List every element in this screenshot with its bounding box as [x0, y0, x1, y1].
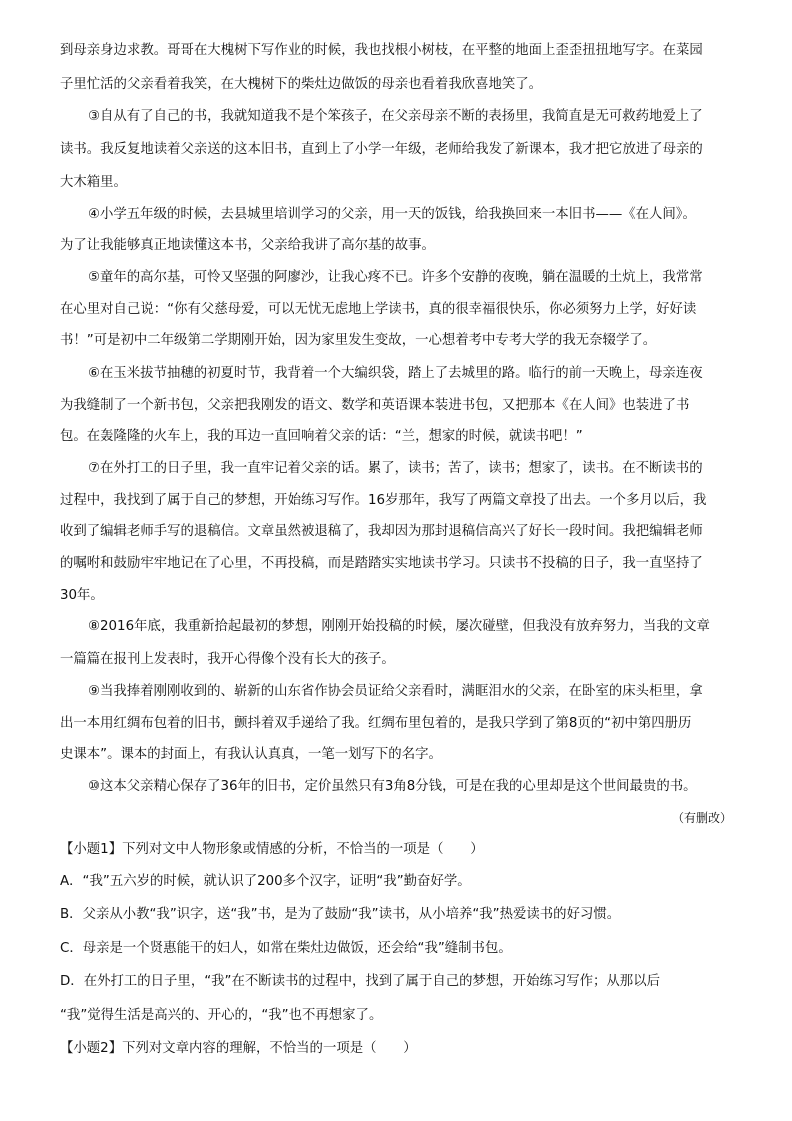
- passage-line: 大木箱里。: [60, 175, 127, 190]
- question-2-stem: 【小题2】下列对文章内容的理解，不恰当的一项是（ ）: [60, 1041, 417, 1056]
- paragraph-9-line: ⑨当我捧着刚刚收到的、崭新的山东省作协会员证给父亲看时，满眶泪水的父亲，在卧室的床头柜里，拿: [88, 684, 703, 699]
- passage-line: 读书。我反复地读着父亲送的这本旧书，直到上了小学一年级，老师给我发了新课本，我才把它放进了母亲的: [60, 142, 703, 157]
- paragraph-4-line: ④小学五年级的时候，去县城里培训学习的父亲，用一天的饭钱，给我换回来一本旧书——《在人间》。: [88, 207, 696, 222]
- paragraph-7-line: ⑦在外打工的日子里，我一直牢记着父亲的话。累了，读书；苦了，读书；想家了，读书。在不断读书的: [88, 461, 703, 476]
- question-1-option-a: A．“我”五六岁的时候，就认识了200多个汉字，证明“我”勤奋好学。: [60, 874, 471, 889]
- passage-line: 过程中，我找到了属于自己的梦想，开始练习写作。16岁那年，我写了两篇文章投了出去。一个多月以后，我: [60, 493, 707, 508]
- passage-line: 为了让我能够真正地读懂这本书，父亲给我讲了高尔基的故事。: [60, 238, 435, 253]
- passage-line: 到母亲身边求教。哥哥在大槐树下写作业的时候，我也找根小树枝，在平整的地面上歪歪扭扭地写字。在菜园: [60, 43, 703, 58]
- passage-line: 30年。: [60, 588, 104, 603]
- source-note: （有删改）: [671, 811, 732, 825]
- passage-line: 的嘱咐和鼓励牢牢地记在了心里，不再投稿，而是踏踏实实地读书学习。只读书不投稿的日子，我一直坚持了: [60, 556, 703, 571]
- question-1-stem: 【小题1】下列对文中人物形象或情感的分析，不恰当的一项是（ ）: [60, 842, 484, 857]
- passage-line: 一篇篇在报刊上发表时，我开心得像个没有长大的孩子。: [60, 652, 395, 667]
- passage-line: 出一本用红绸布包着的旧书，颤抖着双手递给了我。红绸布里包着的，是我只学到了第8页的“初中第四册历: [60, 716, 692, 731]
- paragraph-5-line: ⑤童年的高尔基，可怜又坚强的阿廖沙，让我心疼不已。许多个安静的夜晚，躺在温暖的土炕上，我常常: [88, 270, 703, 285]
- passage-line: 包。在轰隆隆的火车上，我的耳边一直回响着父亲的话：“兰，想家的时候，就读书吧！”: [60, 429, 583, 444]
- passage-line: 在心里对自己说：“你有父慈母爱，可以无忧无虑地上学读书，真的很幸福很快乐，你必须努力上学，好好读: [60, 302, 697, 317]
- passage-line: 为我缝制了一个新书包，父亲把我刚发的语文、数学和英语课本装进书包，又把那本《在人间》也装进了书: [60, 398, 690, 413]
- paragraph-6-line: ⑥在玉米拔节抽穗的初夏时节，我背着一个大编织袋，踏上了去城里的路。临行的前一天晚上，母亲连夜: [88, 366, 703, 381]
- paragraph-3-line: ③自从有了自己的书，我就知道我不是个笨孩子，在父亲母亲不断的表扬里，我简直是无可救药地爱上了: [88, 109, 703, 124]
- passage-line: 收到了编辑老师手写的退稿信。文章虽然被退稿了，我却因为那封退稿信高兴了好长一段时间。我把编辑老师: [60, 524, 703, 539]
- question-1-option-d-continued: “我”觉得生活是高兴的、开心的，“我”也不再想家了。: [60, 1008, 383, 1023]
- paragraph-10-line: ⑩这本父亲精心保存了36年的旧书，定价虽然只有3角8分钱，可是在我的心里却是这个世间最贵的书。: [88, 779, 697, 794]
- paragraph-8-line: ⑧2016年底，我重新拾起最初的梦想，刚刚开始投稿的时候，屡次碰壁，但我没有放弃努力，当我的文章: [88, 619, 710, 634]
- passage-line: 史课本”。课本的封面上，有我认认真真，一笔一划写下的名字。: [60, 747, 442, 762]
- question-1-option-d: D．在外打工的日子里，“我”在不断读书的过程中，找到了属于自己的梦想，开始练习写作；从那以后: [60, 974, 660, 989]
- question-1-option-b: B．父亲从小教“我”识字，送“我”书，是为了鼓励“我”读书，从小培养“我”热爱读书的好习惯。: [60, 907, 621, 922]
- passage-line: 子里忙活的父亲看着我笑，在大槐树下的柴灶边做饭的母亲也看着我欣喜地笑了。: [60, 77, 543, 92]
- passage-line: 书！”可是初中二年级第二学期刚开始，因为家里发生变故，一心想着考中专考大学的我无奈辍学了。: [60, 333, 657, 348]
- question-1-option-c: C．母亲是一个贤惠能干的妇人，如常在柴灶边做饭，还会给“我”缝制书包。: [60, 941, 512, 956]
